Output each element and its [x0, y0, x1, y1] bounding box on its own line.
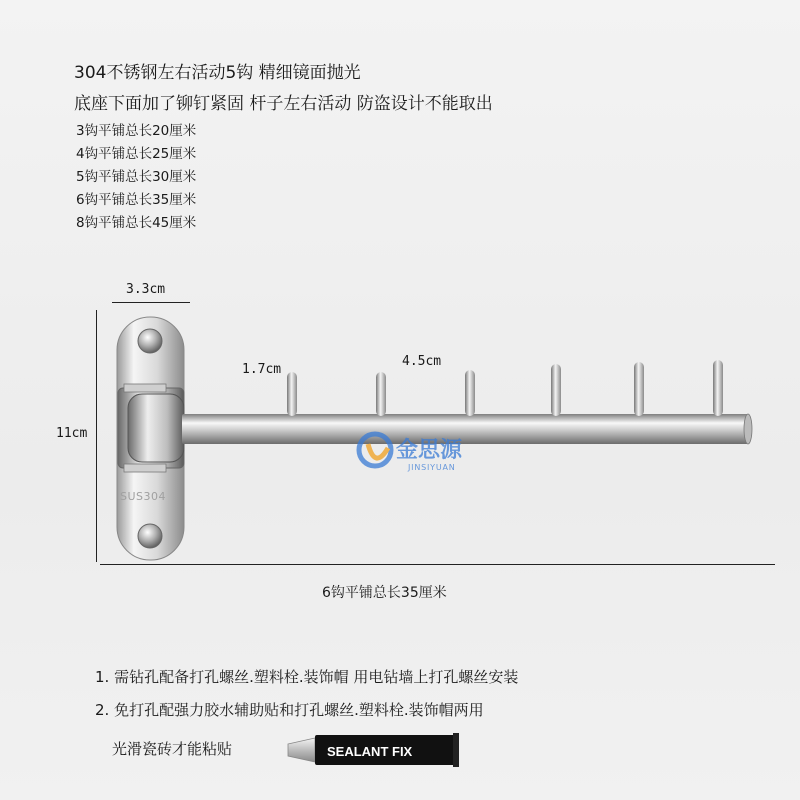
headline-features: 底座下面加了铆钉紧固 杆子左右活动 防盗设计不能取出	[74, 94, 493, 114]
brand-name-en: JINSIYUAN	[408, 463, 456, 472]
spec-4-hooks: 4钩平铺总长25厘米	[76, 146, 197, 162]
base-stamp: SUS304	[120, 490, 167, 503]
spec-3-hooks: 3钩平铺总长20厘米	[76, 123, 197, 139]
hook-6	[713, 360, 723, 416]
height-label: 11cm	[56, 426, 88, 441]
hook-4	[551, 364, 561, 416]
hanging-rod	[182, 414, 748, 444]
rod-end-cap	[744, 414, 752, 444]
hook-1	[287, 372, 297, 416]
hook-5	[634, 362, 644, 416]
hooks-group	[287, 360, 723, 416]
spec-8-hooks: 8钩平铺总长45厘米	[76, 215, 197, 231]
total-length-label: 6钩平铺总长35厘米	[322, 585, 447, 601]
brand-name: 金思源	[396, 438, 463, 463]
glue-tube-icon	[255, 732, 475, 770]
hook-2	[376, 372, 386, 416]
headline-material: 304不锈钢左右活动5钩 精细镜面抛光	[74, 63, 361, 83]
hook-height-label: 1.7cm	[242, 362, 282, 377]
spec-5-hooks: 5钩平铺总长30厘米	[76, 169, 197, 185]
note-drill-install: 1. 需钻孔配备打孔螺丝.塑料栓.装饰帽 用电钻墙上打孔螺丝安装	[95, 668, 519, 686]
hook-3	[465, 370, 475, 416]
glue-label: SEALANT FIX	[327, 744, 413, 759]
bottom-screw-cap-icon	[138, 524, 162, 548]
spec-6-hooks: 6钩平铺总长35厘米	[76, 192, 197, 208]
note-smooth-tile: 光滑瓷砖才能粘贴	[112, 740, 233, 758]
note-glue-install: 2. 免打孔配强力胶水辅助贴和打孔螺丝.塑料栓.装饰帽两用	[95, 701, 484, 719]
top-screw-cap-icon	[138, 329, 162, 353]
width-label: 3.3cm	[126, 282, 166, 297]
hook-spacing-label: 4.5cm	[402, 354, 442, 369]
